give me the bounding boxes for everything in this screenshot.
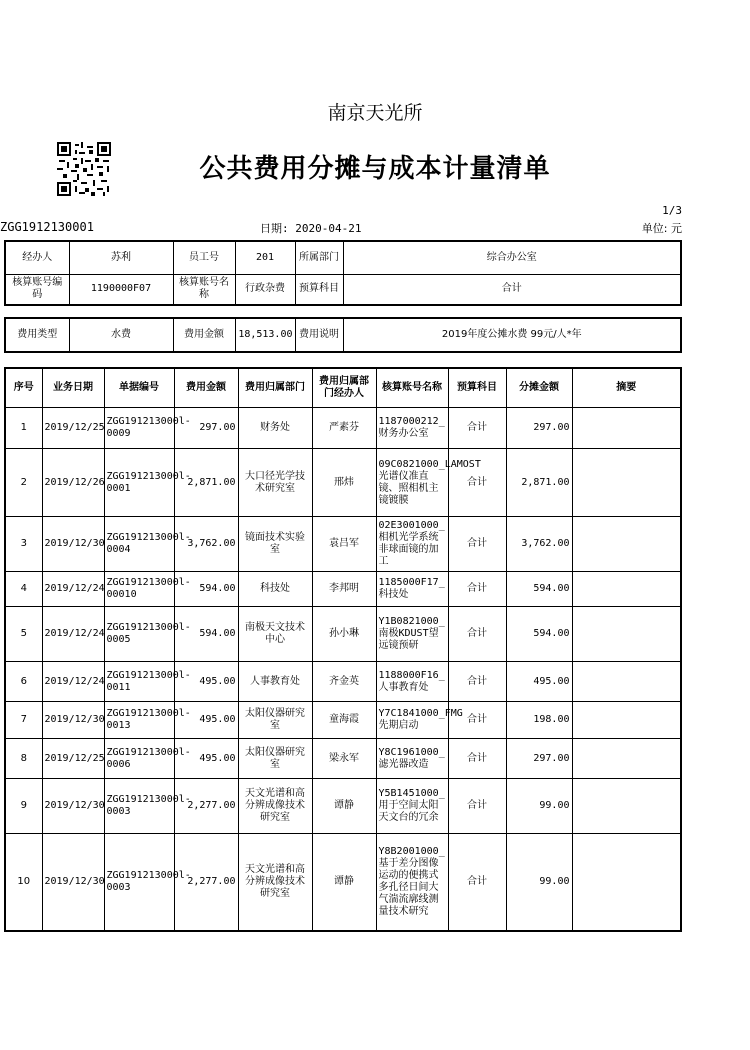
unit-value: 元 xyxy=(671,222,682,235)
row-amount-cell: 495.00 xyxy=(174,739,238,779)
document-number: ZGG1912130001 xyxy=(0,220,94,234)
page-number: 1/3 xyxy=(662,204,682,217)
row-dept-cell: 大口径光学技术研究室 xyxy=(238,449,312,517)
row-date-cell: 2019/12/25 xyxy=(42,408,104,449)
row-share-cell: 3,762.00 xyxy=(506,517,572,572)
row-date-cell: 2019/12/24 xyxy=(42,572,104,607)
row-acct-cell: 1185000F17_科技处 xyxy=(376,572,448,607)
row-memo-cell xyxy=(572,662,681,702)
row-memo-cell xyxy=(572,449,681,517)
row-dept-cell: 人事教育处 xyxy=(238,662,312,702)
row-person-cell: 袁吕军 xyxy=(312,517,376,572)
row-acct-cell: 02E3001000_相机光学系统非球面镜的加工 xyxy=(376,517,448,572)
col-header-dept: 费用归属部门 xyxy=(238,368,312,408)
row-doc-cell: ZGG191213000l-0011 xyxy=(104,662,174,702)
row-budget-cell: 合计 xyxy=(448,572,506,607)
row-no-cell: 7 xyxy=(5,702,42,739)
col-header-no: 序号 xyxy=(5,368,42,408)
row-memo-cell xyxy=(572,572,681,607)
row-doc-cell: ZGG191213000l-0001 xyxy=(104,449,174,517)
document-date xyxy=(260,220,361,236)
table-row xyxy=(5,572,681,607)
row-dept-cell: 科技处 xyxy=(238,572,312,607)
budget-value: 合计 xyxy=(343,274,681,305)
row-doc-cell: ZGG191213000l-0005 xyxy=(104,607,174,662)
row-acct-cell: 09C0821000_LAMOST光谱仪准直镜、照相机主镜镀膜 xyxy=(376,449,448,517)
row-amount-cell: 2,277.00 xyxy=(174,834,238,931)
row-person-cell: 童海霞 xyxy=(312,702,376,739)
row-person-cell: 谭静 xyxy=(312,779,376,834)
row-budget-cell: 合计 xyxy=(448,702,506,739)
row-share-cell: 594.00 xyxy=(506,607,572,662)
row-person-cell: 谭静 xyxy=(312,834,376,931)
row-memo-cell xyxy=(572,408,681,449)
row-acct-cell: 1188000F16_人事教育处 xyxy=(376,662,448,702)
row-date-cell: 2019/12/30 xyxy=(42,517,104,572)
row-memo-cell xyxy=(572,739,681,779)
col-header-doc: 单据编号 xyxy=(104,368,174,408)
row-budget-cell: 合计 xyxy=(448,662,506,702)
row-amount-cell: 594.00 xyxy=(174,607,238,662)
row-memo-cell xyxy=(572,702,681,739)
budget-label: 预算科目 xyxy=(295,274,343,305)
col-header-person: 费用归属部门经办人 xyxy=(312,368,376,408)
row-person-cell: 齐金英 xyxy=(312,662,376,702)
row-share-cell: 99.00 xyxy=(506,834,572,931)
table-row xyxy=(5,449,681,517)
fee-row xyxy=(5,318,681,352)
date-label: 日期: xyxy=(260,222,289,235)
col-header-amount: 费用金额 xyxy=(174,368,238,408)
row-amount-cell: 2,277.00 xyxy=(174,779,238,834)
row-no-cell: 10 xyxy=(5,834,42,931)
row-share-cell: 297.00 xyxy=(506,408,572,449)
fee-info-table xyxy=(4,317,682,353)
row-share-cell: 99.00 xyxy=(506,779,572,834)
col-header-acct: 核算账号名称 xyxy=(376,368,448,408)
col-header-share: 分摊金额 xyxy=(506,368,572,408)
row-dept-cell: 南极天文技术中心 xyxy=(238,607,312,662)
fee-type-value: 水费 xyxy=(69,318,173,352)
row-share-cell: 2,871.00 xyxy=(506,449,572,517)
row-amount-cell: 297.00 xyxy=(174,408,238,449)
row-budget-cell: 合计 xyxy=(448,517,506,572)
handler-info-table xyxy=(4,240,682,306)
row-date-cell: 2019/12/30 xyxy=(42,779,104,834)
fee-desc-value: 2019年度公摊水费 99元/人*年 xyxy=(343,318,681,352)
row-date-cell: 2019/12/30 xyxy=(42,702,104,739)
row-dept-cell: 镜面技术实验室 xyxy=(238,517,312,572)
row-person-cell: 严素芬 xyxy=(312,408,376,449)
acct-code-value: 1190000F07 xyxy=(69,274,173,305)
acct-code-label: 核算账号编码 xyxy=(5,274,69,305)
row-acct-cell: Y5B1451000_用于空间太阳天文台的冗余 xyxy=(376,779,448,834)
col-header-memo: 摘要 xyxy=(572,368,681,408)
dept-value: 综合办公室 xyxy=(343,241,681,274)
row-no-cell: 4 xyxy=(5,572,42,607)
row-date-cell: 2019/12/30 xyxy=(42,834,104,931)
row-no-cell: 5 xyxy=(5,607,42,662)
row-date-cell: 2019/12/24 xyxy=(42,662,104,702)
date-value: 2020-04-21 xyxy=(295,222,362,235)
row-budget-cell: 合计 xyxy=(448,449,506,517)
row-memo-cell xyxy=(572,779,681,834)
row-person-cell: 孙小琳 xyxy=(312,607,376,662)
row-acct-cell: Y7C1841000_FMG先期启动 xyxy=(376,702,448,739)
row-share-cell: 297.00 xyxy=(506,739,572,779)
row-acct-cell: Y8C1961000_滤光器改造 xyxy=(376,739,448,779)
table-row xyxy=(5,662,681,702)
row-no-cell: 6 xyxy=(5,662,42,702)
table-row xyxy=(5,702,681,739)
row-acct-cell: Y8B2001000_基于差分图像运动的便携式多孔径日间大气湍流廓线测量技术研究 xyxy=(376,834,448,931)
acct-name-value: 行政杂费 xyxy=(235,274,295,305)
row-person-cell: 邢炜 xyxy=(312,449,376,517)
table-row xyxy=(5,779,681,834)
row-person-cell: 李邦明 xyxy=(312,572,376,607)
row-share-cell: 495.00 xyxy=(506,662,572,702)
row-doc-cell: ZGG191213000l-0004 xyxy=(104,517,174,572)
emp-no-value: 201 xyxy=(235,241,295,274)
table-row xyxy=(5,408,681,449)
row-date-cell: 2019/12/26 xyxy=(42,449,104,517)
fee-amount-label: 费用金额 xyxy=(173,318,235,352)
row-doc-cell: ZGG191213000l-0003 xyxy=(104,834,174,931)
row-dept-cell: 财务处 xyxy=(238,408,312,449)
table-row xyxy=(5,607,681,662)
row-memo-cell xyxy=(572,517,681,572)
row-doc-cell: ZGG191213000l-0006 xyxy=(104,739,174,779)
currency-unit xyxy=(642,220,682,236)
row-dept-cell: 太阳仪器研究室 xyxy=(238,739,312,779)
row-amount-cell: 3,762.00 xyxy=(174,517,238,572)
account-row xyxy=(5,274,681,305)
handler-label: 经办人 xyxy=(5,241,69,274)
row-share-cell: 594.00 xyxy=(506,572,572,607)
fee-type-label: 费用类型 xyxy=(5,318,69,352)
dept-label: 所属部门 xyxy=(295,241,343,274)
row-memo-cell xyxy=(572,607,681,662)
row-acct-cell: Y1B0821000_南极KDUST望远镜预研 xyxy=(376,607,448,662)
unit-label: 单位: xyxy=(641,222,668,235)
fee-amount-value: 18,513.00 xyxy=(235,318,295,352)
handler-row xyxy=(5,241,681,274)
row-budget-cell: 合计 xyxy=(448,834,506,931)
row-share-cell: 198.00 xyxy=(506,702,572,739)
row-dept-cell: 天文光谱和高分辨成像技术研究室 xyxy=(238,779,312,834)
row-amount-cell: 495.00 xyxy=(174,702,238,739)
row-person-cell: 梁永军 xyxy=(312,739,376,779)
document-title: 公共费用分摊与成本计量清单 xyxy=(199,154,551,184)
row-date-cell: 2019/12/25 xyxy=(42,739,104,779)
row-budget-cell: 合计 xyxy=(448,408,506,449)
row-amount-cell: 594.00 xyxy=(174,572,238,607)
row-amount-cell: 495.00 xyxy=(174,662,238,702)
table-row xyxy=(5,834,681,931)
row-no-cell: 2 xyxy=(5,449,42,517)
row-no-cell: 1 xyxy=(5,408,42,449)
row-doc-cell: ZGG191213000l-0013 xyxy=(104,702,174,739)
handler-value: 苏利 xyxy=(69,241,173,274)
row-doc-cell: ZGG191213000l-00010 xyxy=(104,572,174,607)
row-dept-cell: 太阳仪器研究室 xyxy=(238,702,312,739)
emp-no-label: 员工号 xyxy=(173,241,235,274)
row-budget-cell: 合计 xyxy=(448,607,506,662)
row-memo-cell xyxy=(572,834,681,931)
row-doc-cell: ZGG191213000l-0009 xyxy=(104,408,174,449)
fee-desc-label: 费用说明 xyxy=(295,318,343,352)
row-budget-cell: 合计 xyxy=(448,739,506,779)
acct-name-label: 核算账号名称 xyxy=(173,274,235,305)
organization-name: 南京天光所 xyxy=(327,102,423,124)
row-no-cell: 8 xyxy=(5,739,42,779)
row-no-cell: 9 xyxy=(5,779,42,834)
table-header-row xyxy=(5,368,681,408)
table-row xyxy=(5,739,681,779)
col-header-budget: 预算科目 xyxy=(448,368,506,408)
table-row xyxy=(5,517,681,572)
col-header-date: 业务日期 xyxy=(42,368,104,408)
row-amount-cell: 2,871.00 xyxy=(174,449,238,517)
row-doc-cell: ZGG191213000l-0003 xyxy=(104,779,174,834)
row-acct-cell: 1187000212_财务办公室 xyxy=(376,408,448,449)
row-date-cell: 2019/12/24 xyxy=(42,607,104,662)
row-budget-cell: 合计 xyxy=(448,779,506,834)
allocation-detail-table xyxy=(4,367,682,932)
row-dept-cell: 天文光谱和高分辨成像技术研究室 xyxy=(238,834,312,931)
row-no-cell: 3 xyxy=(5,517,42,572)
